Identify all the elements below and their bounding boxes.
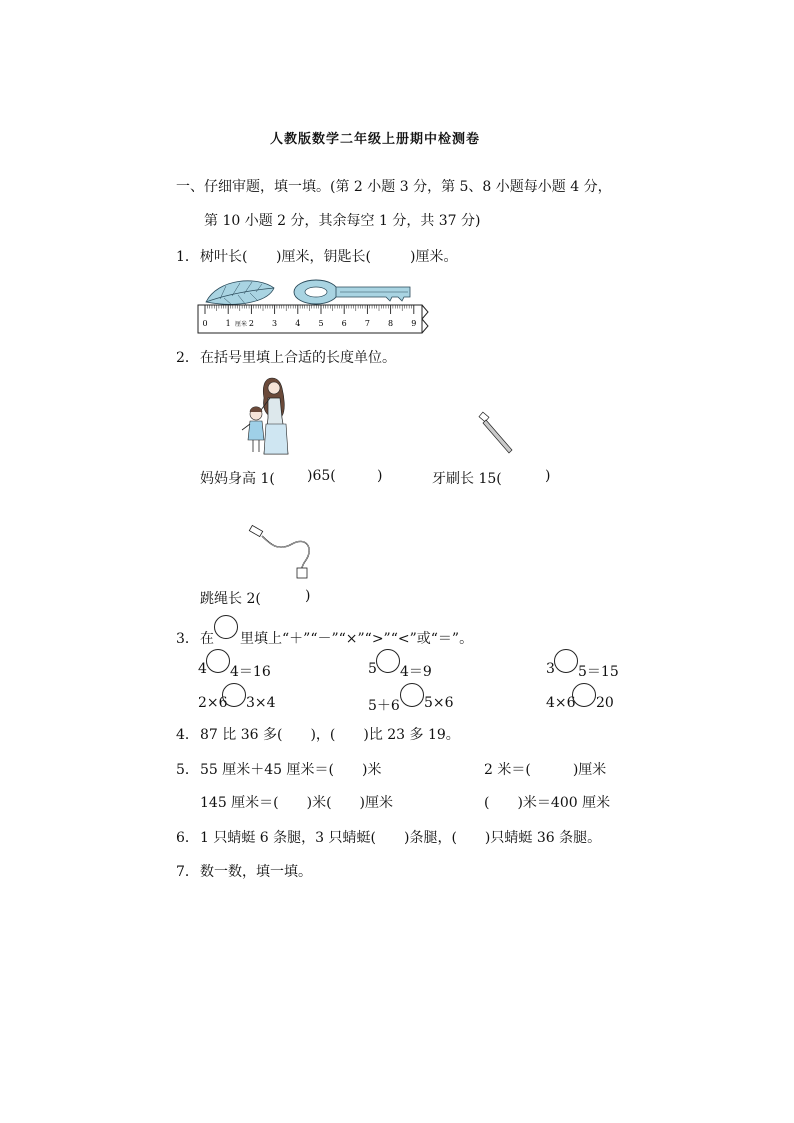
q6-text: 1 只蜻蜓 6 条腿，3 只蜻蜓( )条腿，( )只蜻蜓 36 条腿。 bbox=[200, 830, 602, 846]
q5-d: ( )米＝400 厘米 bbox=[484, 795, 611, 811]
q7-number: 7． bbox=[176, 864, 199, 880]
q3-r1c1-right: 4＝16 bbox=[230, 664, 271, 680]
q3-r2c2-left: 5＋6 bbox=[368, 698, 400, 714]
q3-text-b: 里填上“＋”“－”“×”“>”“<”或“＝”。 bbox=[240, 631, 474, 647]
answer-circle[interactable] bbox=[214, 615, 238, 639]
q3-r1c3-left: 3 bbox=[546, 661, 555, 677]
ruler-tick-label: 1 bbox=[225, 319, 231, 328]
q3-r2c1-right: 3×4 bbox=[246, 695, 276, 711]
answer-circle[interactable] bbox=[376, 649, 400, 673]
q1-text-c: )厘米。 bbox=[410, 249, 458, 265]
q4-text: 87 比 36 多( )，( )比 23 多 19。 bbox=[200, 727, 460, 743]
q2-mom-text-a: 妈妈身高 1( bbox=[200, 471, 275, 487]
key-icon bbox=[294, 280, 410, 304]
leaf-icon bbox=[206, 281, 274, 305]
ruler-tick-label: 2 bbox=[248, 319, 254, 328]
q1-text-b: )厘米，钥匙长( bbox=[276, 249, 371, 265]
q5-number: 5． bbox=[176, 762, 199, 778]
answer-circle[interactable] bbox=[222, 683, 246, 707]
mother-child-illustration bbox=[236, 374, 306, 458]
q2-number: 2． bbox=[176, 350, 199, 366]
ruler-tick-label: 4 bbox=[295, 319, 301, 328]
q2-brush-text-b: ) bbox=[545, 468, 551, 484]
q4-number: 4． bbox=[176, 727, 199, 743]
ruler-tick-label: 8 bbox=[388, 319, 394, 328]
q5-c: 145 厘米＝( )米( )厘米 bbox=[200, 795, 394, 811]
answer-circle[interactable] bbox=[206, 649, 230, 673]
ruler-tick-label: 9 bbox=[411, 319, 417, 328]
ruler-figure bbox=[198, 272, 428, 336]
answer-circle[interactable] bbox=[572, 683, 596, 707]
q3-r2c1-left: 2×6 bbox=[198, 695, 228, 711]
q2-rope-text-b: ) bbox=[305, 588, 311, 604]
q7-text: 数一数，填一填。 bbox=[200, 864, 312, 880]
q3-r1c1-left: 4 bbox=[198, 661, 207, 677]
q5-a: 55 厘米＋45 厘米＝( )米 bbox=[200, 762, 382, 778]
answer-circle[interactable] bbox=[400, 683, 424, 707]
q3-number: 3． bbox=[176, 631, 199, 647]
q2-text: 在括号里填上合适的长度单位。 bbox=[200, 350, 396, 366]
ruler-tick-label: 5 bbox=[318, 319, 324, 328]
q6-number: 6． bbox=[176, 830, 199, 846]
q3-r2c3-right: 20 bbox=[596, 695, 614, 711]
q1-text-a: 树叶长( bbox=[200, 249, 248, 265]
q1-number: 1． bbox=[176, 249, 199, 265]
page-title: 人教版数学二年级上册期中检测卷 bbox=[270, 132, 481, 147]
q3-r1c2-right: 4＝9 bbox=[400, 664, 432, 680]
jump-rope-icon bbox=[248, 524, 316, 580]
q3-r1c3-right: 5＝15 bbox=[578, 664, 619, 680]
q2-rope-text-a: 跳绳长 2( bbox=[200, 591, 261, 607]
section-heading-line1: 一、仔细审题，填一填。(第 2 小题 3 分，第 5、8 小题每小题 4 分， bbox=[176, 179, 612, 195]
section-heading-line2: 第 10 小题 2 分，其余每空 1 分，共 37 分) bbox=[204, 213, 481, 229]
q3-r1c2-left: 5 bbox=[368, 661, 377, 677]
q3-r2c2-right: 5×6 bbox=[424, 695, 454, 711]
ruler-tick-label: 3 bbox=[272, 319, 278, 328]
ruler-tick-label: 6 bbox=[341, 319, 347, 328]
toothbrush-icon bbox=[478, 412, 518, 456]
q3-r2c3-left: 4×6 bbox=[546, 695, 576, 711]
q2-mom-text-c: ) bbox=[377, 468, 383, 484]
q2-mom-text-b: )65( bbox=[307, 468, 336, 484]
ruler-unit-label: 厘米 bbox=[234, 321, 247, 328]
q3-text-a: 在 bbox=[200, 631, 214, 647]
q2-brush-text-a: 牙刷长 15( bbox=[432, 471, 502, 487]
ruler-tick-label: 0 bbox=[202, 319, 208, 328]
ruler-tick-label: 7 bbox=[364, 319, 370, 328]
answer-circle[interactable] bbox=[554, 649, 578, 673]
q5-b: 2 米＝( )厘米 bbox=[484, 762, 607, 778]
